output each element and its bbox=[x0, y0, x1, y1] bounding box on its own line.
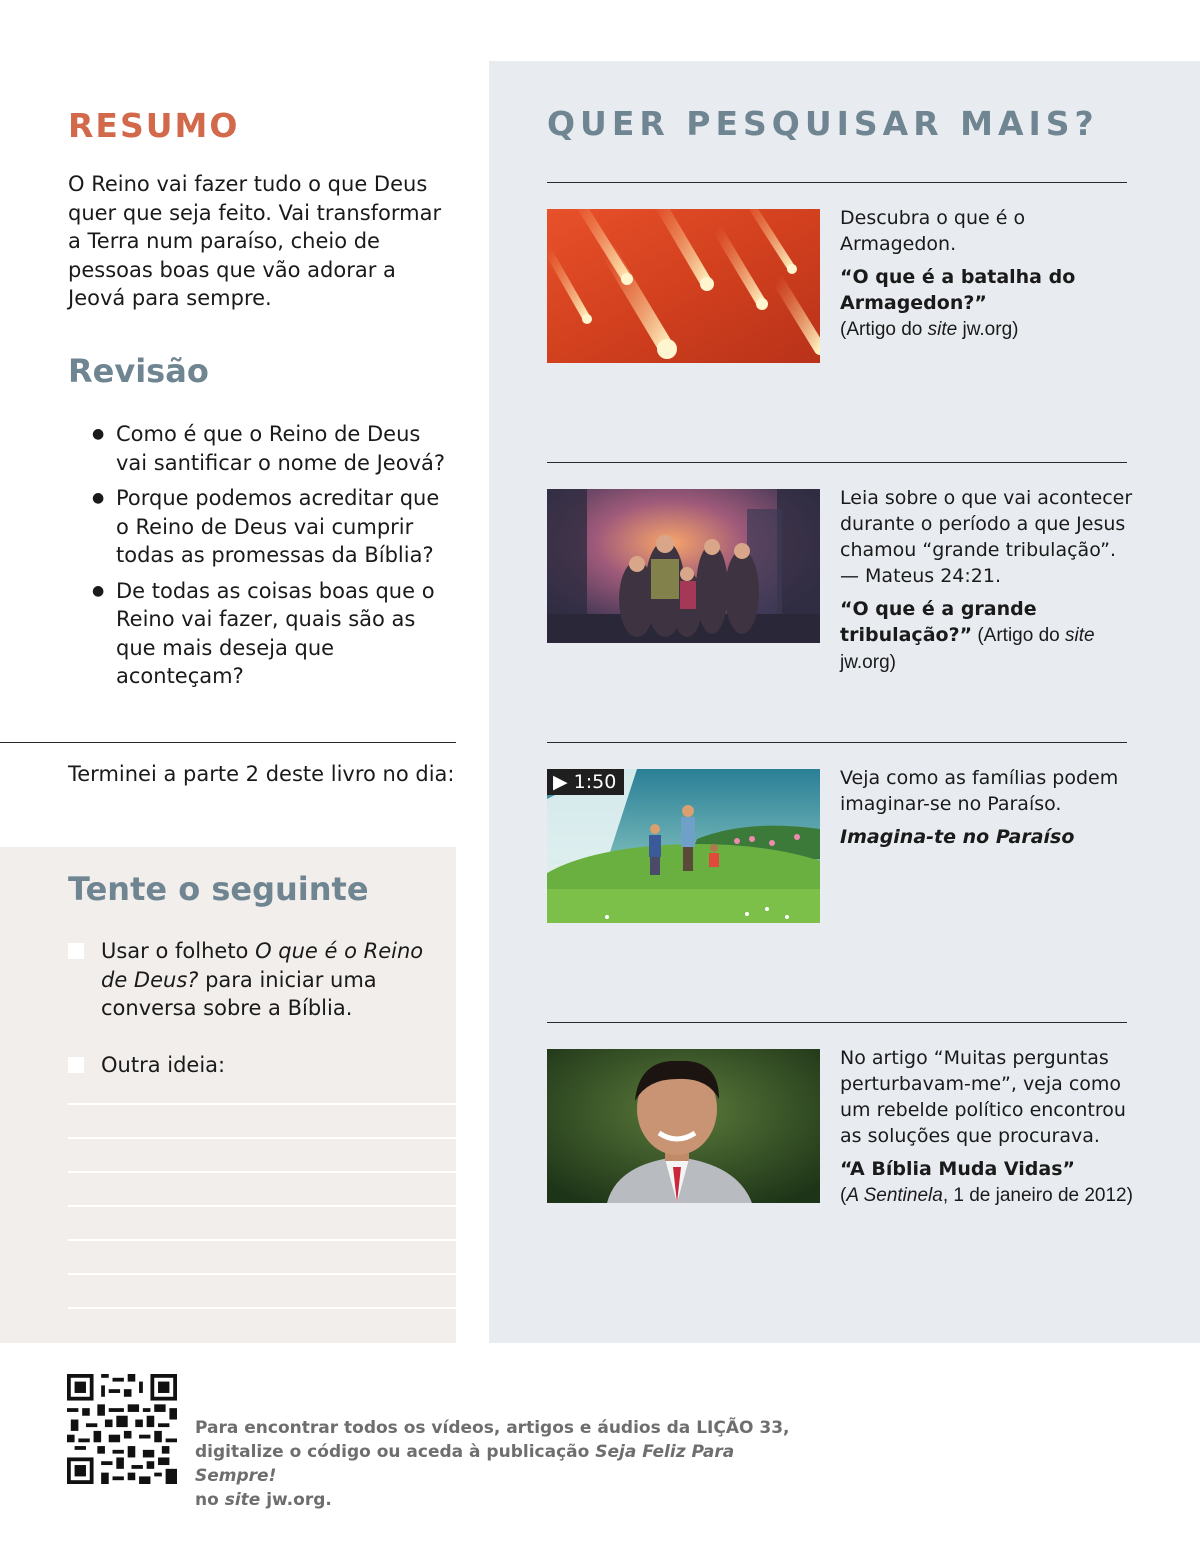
writing-line[interactable] bbox=[68, 1307, 456, 1309]
review-list bbox=[92, 420, 452, 698]
entry-reference[interactable] bbox=[840, 1156, 1140, 1209]
entry-description: No artigo “Muitas perguntas perturbavam-me”, veja como um rebelde político encontrou as soluções que procurava. bbox=[840, 1047, 1126, 1147]
publication-title[interactable]: Seja Feliz Para Sempre! bbox=[195, 1442, 735, 1486]
entry-ref-source: ( bbox=[840, 1185, 847, 1206]
try-item-label: Outra ideia: bbox=[101, 1053, 226, 1077]
footer-text-italic: site bbox=[224, 1490, 261, 1510]
entry-ref-title[interactable]: Imagina-te no Paraíso bbox=[840, 826, 1075, 848]
research-entry-text bbox=[840, 1045, 1140, 1209]
research-entry-armagedon[interactable] bbox=[547, 182, 1127, 462]
entry-reference[interactable] bbox=[840, 824, 1140, 850]
family-paradise-video[interactable] bbox=[547, 769, 820, 923]
research-title: QUER PESQUISAR MAIS? bbox=[547, 104, 1099, 143]
try-this-title: Tente o seguinte bbox=[68, 870, 369, 908]
entry-description: Leia sobre o que vai acontecer durante o período a que Jesus chamou “grande tribulação”. — Mateus 24:21. bbox=[840, 487, 1133, 587]
review-item: ● De todas as coisas boas que o Reino vai fazer, quais são as que mais deseja que aconteçam? bbox=[92, 577, 452, 691]
entry-ref-source-end: jw.org) bbox=[840, 652, 896, 673]
try-item-text-end: para iniciar uma conversa sobre a Bíblia. bbox=[101, 967, 377, 1020]
footer-link[interactable]: jw.org. bbox=[260, 1490, 332, 1510]
play-icon: ▶ bbox=[553, 771, 568, 793]
review-item: ● Porque podemos acreditar que o Reino de Deus vai cumprir todas as promessas da Bíblia? bbox=[92, 484, 452, 570]
brochure-title: O que é o Reino de Deus? bbox=[101, 939, 424, 992]
writing-line[interactable] bbox=[68, 1239, 456, 1241]
meteors-image[interactable] bbox=[547, 209, 820, 363]
checkbox[interactable] bbox=[68, 1057, 84, 1073]
research-entry-text bbox=[840, 765, 1140, 850]
entry-ref-source: (Artigo do bbox=[972, 625, 1066, 646]
entry-ref-source-italic: A Sentinela bbox=[846, 1185, 943, 1206]
entry-ref-source-italic: site bbox=[1065, 625, 1095, 646]
try-item-text: Usar o folheto bbox=[101, 939, 256, 963]
writing-line[interactable] bbox=[68, 1103, 456, 1105]
video-duration-badge bbox=[547, 769, 624, 795]
summary-text: O Reino vai fazer tudo o que Deus quer que seja feito. Vai transformar a Terra num paraíso, cheio de pessoas boas que vão adorar a Jeová para sempre. bbox=[68, 172, 442, 310]
checkbox[interactable] bbox=[68, 943, 84, 959]
research-entry-bible-changes-lives[interactable] bbox=[547, 1022, 1133, 1302]
review-title: Revisão bbox=[68, 352, 209, 390]
try-item-label bbox=[68, 937, 428, 1023]
entry-reference[interactable] bbox=[840, 264, 1140, 343]
writing-line[interactable] bbox=[68, 1137, 456, 1139]
entry-ref-source-italic: site bbox=[927, 319, 958, 340]
man-portrait-image[interactable] bbox=[547, 1049, 820, 1203]
research-entry-tribulation[interactable] bbox=[547, 462, 1133, 742]
entry-reference[interactable] bbox=[840, 596, 1140, 676]
footer-note bbox=[195, 1416, 795, 1512]
qr-code-icon[interactable] bbox=[67, 1374, 177, 1484]
entry-ref-title[interactable]: “A Bíblia Muda Vidas” bbox=[840, 1158, 1075, 1180]
research-entry-text bbox=[840, 485, 1140, 676]
entry-ref-source-end: jw.org) bbox=[957, 319, 1019, 340]
divider bbox=[0, 742, 456, 743]
entry-ref-source-end: , 1 de janeiro de 2012) bbox=[942, 1185, 1133, 1206]
entry-description: Descubra o que é o Armagedon. bbox=[840, 207, 1026, 255]
try-item-other-idea bbox=[68, 1051, 428, 1080]
family-tribulation-image[interactable] bbox=[547, 489, 820, 643]
try-item-brochure bbox=[68, 937, 428, 1023]
research-entry-text bbox=[840, 205, 1140, 343]
footer-text: Para encontrar todos os vídeos, artigos e áudios da LIÇÃO 33, digitalize o código ou aceda à publicação bbox=[195, 1418, 790, 1462]
video-duration: 1:50 bbox=[573, 771, 617, 793]
completion-date-label: Terminei a parte 2 deste livro no dia: bbox=[68, 762, 455, 786]
footer-text: no bbox=[195, 1490, 225, 1510]
summary-title: RESUMO bbox=[68, 106, 240, 145]
entry-ref-title[interactable]: “O que é a batalha do Armagedon?” bbox=[840, 266, 1076, 314]
writing-line[interactable] bbox=[68, 1205, 456, 1207]
research-entry-paradise-video[interactable] bbox=[547, 742, 1127, 1022]
review-item: ● Como é que o Reino de Deus vai santificar o nome de Jeová? bbox=[92, 420, 452, 477]
entry-ref-source: (Artigo do bbox=[840, 319, 928, 340]
writing-line[interactable] bbox=[68, 1171, 456, 1173]
entry-ref-title[interactable]: “O que é a grande tribulação?” bbox=[840, 598, 1037, 646]
try-this-panel bbox=[0, 847, 456, 1343]
writing-line[interactable] bbox=[68, 1273, 456, 1275]
entry-description: Veja como as famílias podem imaginar-se no Paraíso. bbox=[840, 767, 1119, 815]
